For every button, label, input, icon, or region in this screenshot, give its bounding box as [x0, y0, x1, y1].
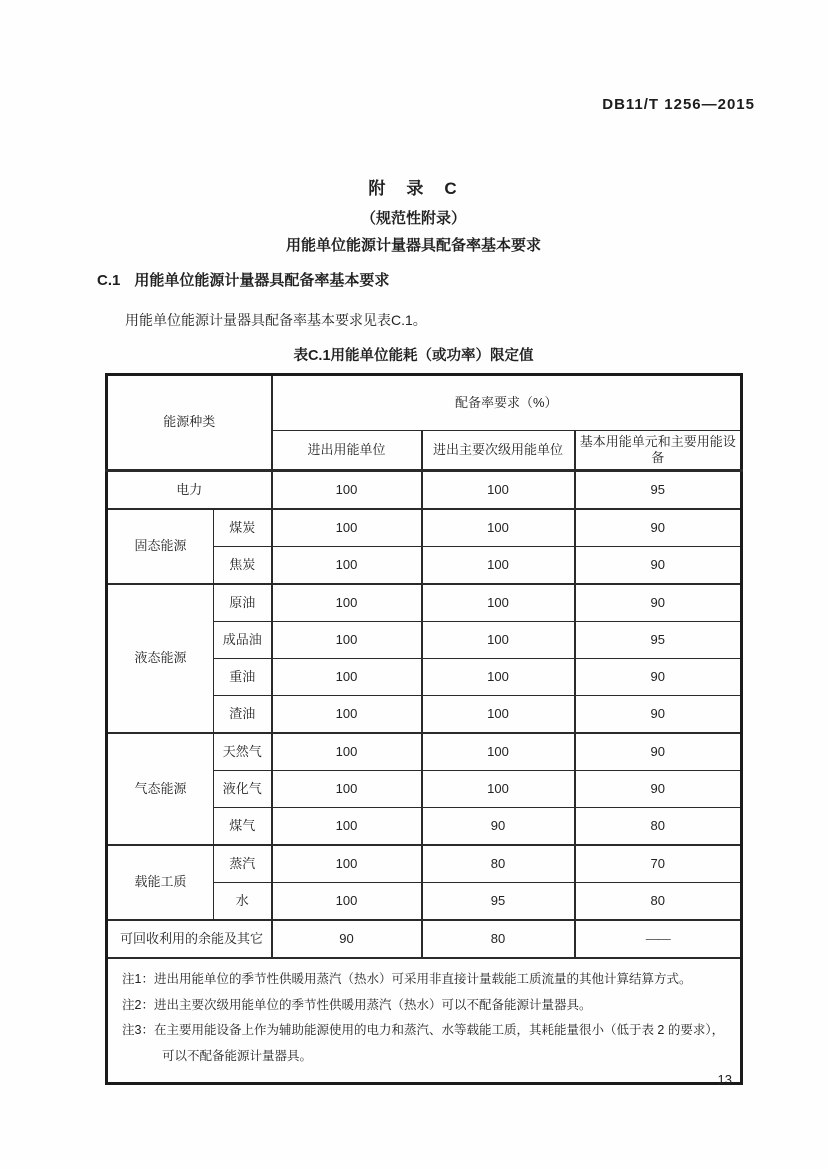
table-cell: 100: [272, 471, 422, 510]
section-heading-text: 用能单位能源计量器具配备率基本要求: [134, 272, 390, 289]
appendix-title: 附 录 C: [368, 179, 459, 198]
header-sub-col-3: 基本用能单元和主要用能设备: [575, 431, 742, 471]
note-2: 注2：进出主要次级用能单位的季节性供暖用蒸汽（热水）可以不配备能源计量器具。: [122, 997, 592, 1012]
standard-code: DB11/T 1256—2015: [602, 96, 755, 113]
header-sub-col-2: 进出主要次级用能单位: [422, 431, 575, 471]
table-cell: 100: [272, 659, 422, 696]
table-cell: 90: [575, 547, 742, 585]
table-cell: 95: [575, 622, 742, 659]
group-label-carrier: 载能工质: [107, 845, 214, 920]
header-sub-col-1: 进出用能单位: [272, 431, 422, 471]
table-row-electricity: [107, 471, 742, 510]
row-label: 可回收利用的余能及其它: [107, 920, 272, 958]
table-cell: 100: [422, 659, 575, 696]
section-heading: [97, 269, 389, 290]
section-number: C.1: [97, 272, 121, 289]
appendix-type: （规范性附录）: [360, 210, 466, 227]
table-cell: 100: [422, 509, 575, 547]
table-cell: 90: [575, 771, 742, 808]
row-label: 煤炭: [214, 509, 272, 547]
note-3: 注3：在主要用能设备上作为辅助能源使用的电力和蒸汽、水等载能工质，其耗能量很小（低于表 2 的要求），可以不配备能源计量器具。: [122, 1023, 725, 1063]
table-notes-row: [107, 958, 742, 1083]
table-cell: 100: [422, 771, 575, 808]
table-cell: 100: [272, 808, 422, 846]
table-caption: 表C.1用能单位能耗（或功率）限定值: [293, 348, 534, 364]
table-cell: 90: [575, 509, 742, 547]
group-label-gas: 气态能源: [107, 733, 214, 845]
body-paragraph: 用能单位能源计量器具配备率基本要求见表C.1。: [125, 312, 427, 328]
table-cell: 90: [575, 696, 742, 734]
row-label: 电力: [107, 471, 272, 510]
header-energy-type: 能源种类: [107, 375, 272, 471]
table-cell: 100: [272, 733, 422, 771]
row-label: 焦炭: [214, 547, 272, 585]
table-cell: 100: [272, 771, 422, 808]
row-label: 天然气: [214, 733, 272, 771]
table-row-recoverable: [107, 920, 742, 958]
row-label: 重油: [214, 659, 272, 696]
note-1: 注1：进出用能单位的季节性供暖用蒸汽（热水）可采用非直接计量载能工质流量的其他计算结算方式。: [122, 972, 692, 986]
row-label: 煤气: [214, 808, 272, 846]
table-cell: 100: [422, 696, 575, 734]
table-cell: 80: [422, 920, 575, 958]
table-notes: [107, 958, 742, 1083]
table-row-steam: [107, 845, 742, 883]
table-cell: 80: [575, 808, 742, 846]
table-cell: 100: [272, 845, 422, 883]
page-number: 13: [717, 1072, 732, 1087]
table-cell: 100: [422, 733, 575, 771]
row-label: 蒸汽: [214, 845, 272, 883]
equipping-rate-table: [105, 373, 743, 1085]
table-cell: 90: [575, 659, 742, 696]
table-cell: 95: [422, 883, 575, 921]
appendix-subject: 用能单位能源计量器具配备率基本要求: [285, 237, 541, 254]
table-cell: 100: [422, 471, 575, 510]
row-label: 原油: [214, 584, 272, 622]
table-cell: 100: [422, 547, 575, 585]
table-cell: 100: [272, 622, 422, 659]
table-cell: 90: [272, 920, 422, 958]
table-cell: 100: [422, 584, 575, 622]
table-cell: ——: [575, 920, 742, 958]
table-cell: 95: [575, 471, 742, 510]
table-cell: 100: [272, 509, 422, 547]
table-cell: 100: [272, 883, 422, 921]
table-row-coal: [107, 509, 742, 547]
table-cell: 100: [422, 622, 575, 659]
group-label-solid: 固态能源: [107, 509, 214, 584]
table-cell: 70: [575, 845, 742, 883]
appendix-title-block: [0, 174, 827, 255]
table-cell: 100: [272, 547, 422, 585]
row-label: 渣油: [214, 696, 272, 734]
group-label-liquid: 液态能源: [107, 584, 214, 733]
table-cell: 80: [422, 845, 575, 883]
table-cell: 100: [272, 696, 422, 734]
table-row-natural-gas: [107, 733, 742, 771]
table-cell: 100: [272, 584, 422, 622]
header-rate-requirement: 配备率要求（%）: [272, 375, 742, 431]
table-header-row-1: [107, 375, 742, 431]
table-cell: 90: [575, 733, 742, 771]
row-label: 水: [214, 883, 272, 921]
table-row-crude-oil: [107, 584, 742, 622]
table-cell: 90: [575, 584, 742, 622]
row-label: 成品油: [214, 622, 272, 659]
row-label: 液化气: [214, 771, 272, 808]
table-cell: 80: [575, 883, 742, 921]
table-cell: 90: [422, 808, 575, 846]
